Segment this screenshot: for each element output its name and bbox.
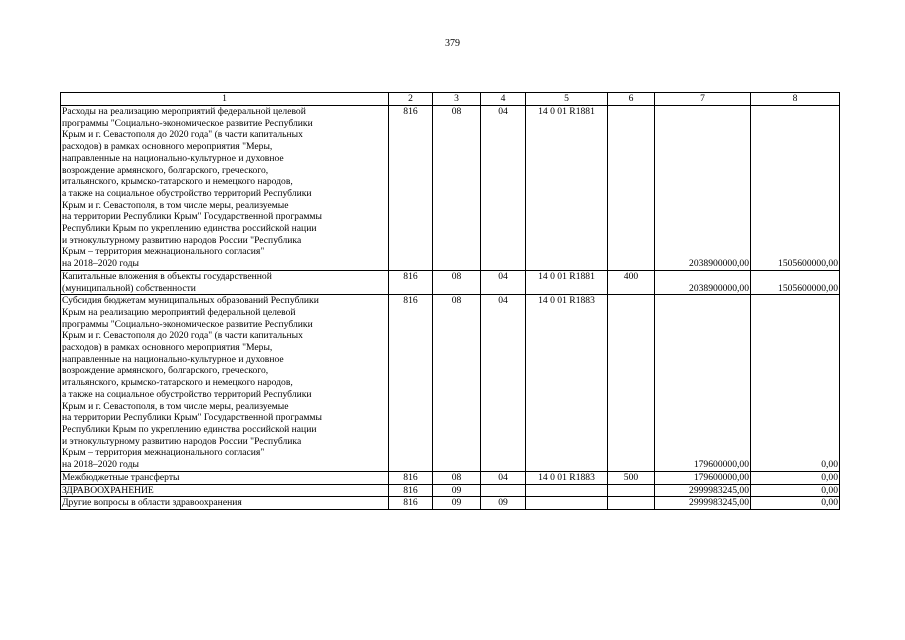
cell-amount-2020: 0,00: [751, 484, 840, 497]
budget-table: [60, 92, 840, 510]
cell-expense-type: [608, 497, 655, 510]
header-col-6: 6: [608, 93, 655, 106]
header-col-5: 5: [526, 93, 608, 106]
header-col-7: 7: [655, 93, 751, 106]
header-col-2: 2: [389, 93, 433, 106]
cell-section-code: 09: [433, 484, 481, 497]
description-line: на 2018–2020 годы: [62, 258, 139, 270]
table-body: [61, 106, 840, 510]
cell-amount-2020: 0,00: [751, 497, 840, 510]
cell-target-article: 14 0 01 R1881: [526, 270, 608, 294]
description-line: направленные на национально-культурное и духовное: [62, 353, 284, 365]
cell-subsection-code: 09: [481, 497, 526, 510]
description-line: Крым на реализацию мероприятий федеральной целевой: [62, 306, 296, 318]
cell-description: [61, 484, 389, 497]
description-line: возрождение армянского, болгарского, греческого,: [62, 365, 269, 377]
cell-section-code: 08: [433, 270, 481, 294]
cell-amount-2020: 1505600000,00: [751, 270, 840, 294]
cell-target-article: [526, 497, 608, 510]
description-line: на территории Республики Крым" Государственной программы: [62, 211, 322, 223]
cell-subsection-code: 04: [481, 270, 526, 294]
cell-expense-type: [608, 106, 655, 271]
cell-amount-2019: 179600000,00: [655, 471, 751, 484]
description-line: расходов) в рамках основного мероприятия "Меры,: [62, 141, 273, 153]
cell-description: [61, 471, 389, 484]
description-line: итальянского, крымско-татарского и немецкого народов,: [62, 176, 293, 188]
cell-amount-2020: 0,00: [751, 295, 840, 472]
description-line: итальянского, крымско-татарского и немецкого народов,: [62, 377, 293, 389]
description-line: программы "Социально-экономическое развитие Республики: [62, 117, 313, 129]
header-row: [61, 93, 840, 106]
cell-subsection-code: 04: [481, 471, 526, 484]
table-row: [61, 497, 840, 510]
table-row: [61, 484, 840, 497]
description-line: Субсидия бюджетам муниципальных образований Республики: [62, 295, 319, 307]
cell-description: [61, 295, 389, 472]
cell-subsection-code: [481, 484, 526, 497]
cell-amount-2020: 1505600000,00: [751, 106, 840, 271]
description-line: Республики Крым по укреплению единства российской нации: [62, 423, 317, 435]
cell-target-article: 14 0 01 R1881: [526, 106, 608, 271]
cell-amount-2020: 0,00: [751, 471, 840, 484]
cell-ministry-code: 816: [389, 295, 433, 472]
description-line: на 2018–2020 годы: [62, 459, 139, 471]
description-line: программы "Социально-экономическое развитие Республики: [62, 318, 313, 330]
cell-expense-type: [608, 295, 655, 472]
page-number: 379: [445, 38, 460, 49]
cell-section-code: 08: [433, 106, 481, 271]
description-line: и этнокультурному развитию народов России "Республика: [62, 234, 302, 246]
header-col-1: 1: [61, 93, 389, 106]
description-line: Республики Крым по укреплению единства российской нации: [62, 223, 317, 235]
cell-section-code: 09: [433, 497, 481, 510]
cell-ministry-code: 816: [389, 484, 433, 497]
cell-section-code: 08: [433, 295, 481, 472]
cell-amount-2019: 2038900000,00: [655, 270, 751, 294]
description-line: Крым и г. Севастополя до 2020 года" (в части капитальных: [62, 330, 303, 342]
description-line: Капитальные вложения в объекты государственной: [62, 270, 272, 282]
description-line: ЗДРАВООХРАНЕНИЕ: [62, 484, 154, 496]
table-row: [61, 471, 840, 484]
table-row: [61, 270, 840, 294]
description-line: Крым и г. Севастополя, в том числе меры, реализуемые: [62, 199, 289, 211]
description-line: на территории Республики Крым" Государственной программы: [62, 412, 322, 424]
description-line: и этнокультурному развитию народов России "Республика: [62, 435, 302, 447]
cell-description: [61, 106, 389, 271]
cell-target-article: 14 0 01 R1883: [526, 295, 608, 472]
cell-amount-2019: 2038900000,00: [655, 106, 751, 271]
description-line: Крым – территория межнационального согласия": [62, 447, 265, 459]
cell-section-code: 08: [433, 471, 481, 484]
cell-description: [61, 270, 389, 294]
cell-ministry-code: 816: [389, 106, 433, 271]
table-row: [61, 106, 840, 271]
description-line: направленные на национально-культурное и духовное: [62, 152, 284, 164]
cell-ministry-code: 816: [389, 471, 433, 484]
description-line: Другие вопросы в области здравоохранения: [62, 497, 242, 509]
cell-expense-type: 500: [608, 471, 655, 484]
description-line: Крым и г. Севастополя, в том числе меры, реализуемые: [62, 400, 289, 412]
header-col-8: 8: [751, 93, 840, 106]
cell-ministry-code: 816: [389, 270, 433, 294]
cell-expense-type: [608, 484, 655, 497]
description-line: а также на социальное обустройство территорий Республики: [62, 388, 312, 400]
table-row: [61, 295, 840, 472]
header-col-4: 4: [481, 93, 526, 106]
cell-target-article: [526, 484, 608, 497]
cell-subsection-code: 04: [481, 295, 526, 472]
description-line: а также на социальное обустройство территорий Республики: [62, 187, 312, 199]
cell-target-article: 14 0 01 R1883: [526, 471, 608, 484]
cell-amount-2019: 179600000,00: [655, 295, 751, 472]
cell-ministry-code: 816: [389, 497, 433, 510]
cell-amount-2019: 2999983245,00: [655, 497, 751, 510]
description-line: Крым – территория межнационального согласия": [62, 246, 265, 258]
description-line: возрождение армянского, болгарского, греческого,: [62, 164, 269, 176]
cell-subsection-code: 04: [481, 106, 526, 271]
header-col-3: 3: [433, 93, 481, 106]
description-line: Расходы на реализацию мероприятий федеральной целевой: [62, 106, 306, 117]
description-line: Крым и г. Севастополя до 2020 года" (в части капитальных: [62, 129, 303, 141]
cell-description: [61, 497, 389, 510]
description-line: расходов) в рамках основного мероприятия "Меры,: [62, 342, 273, 354]
cell-expense-type: 400: [608, 270, 655, 294]
description-line: Межбюджетные трансферты: [62, 471, 180, 483]
cell-amount-2019: 2999983245,00: [655, 484, 751, 497]
description-line: (муниципальной) собственности: [62, 282, 196, 294]
